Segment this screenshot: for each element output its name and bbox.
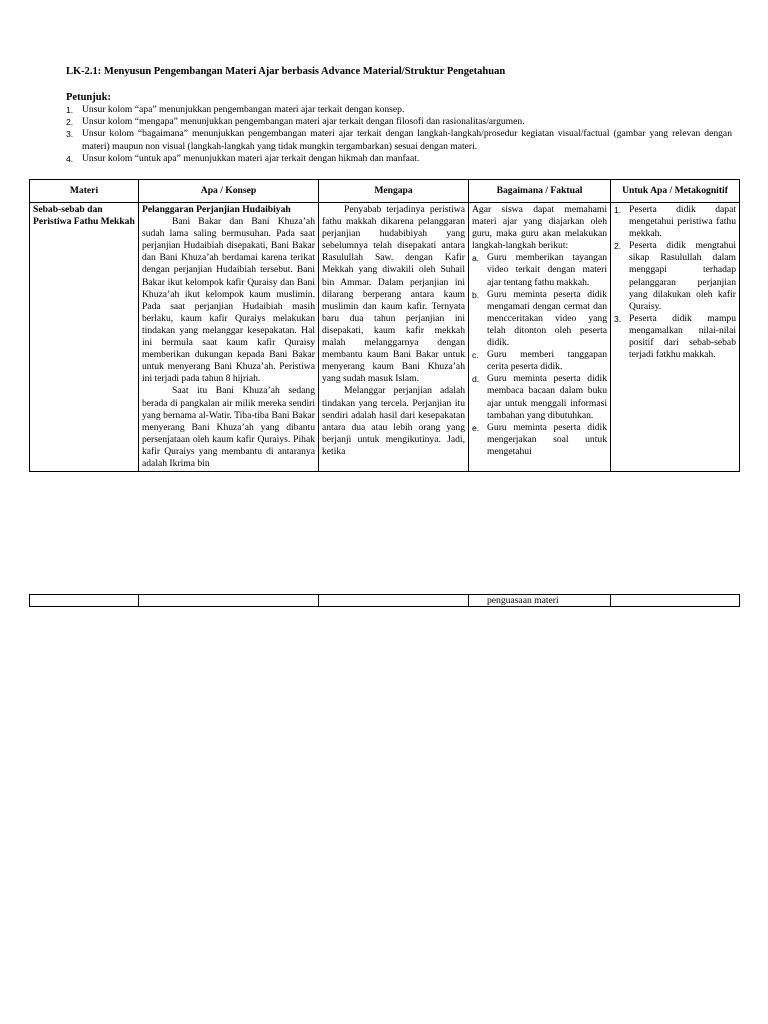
item-marker: 1.: [614, 205, 622, 215]
cell-apa-konsep: [139, 203, 319, 472]
cell-materi: Sebab-sebab dan Peristiwa Fathu Mekkah: [30, 203, 139, 472]
table-row: [30, 203, 740, 472]
list-item: [472, 289, 607, 349]
header-apa-konsep: Apa / Konsep: [139, 180, 319, 203]
empty-cell: [139, 595, 319, 607]
instruction-number: 2.: [66, 117, 74, 128]
untuk-apa-list: [614, 204, 736, 361]
instruction-item: [66, 104, 732, 116]
step-text: Guru memberikan tayangan video terkait dengan materi ajar tentang fathu makkah.: [487, 252, 607, 288]
step-text: Guru memberi tanggapan cerita peserta didik.: [487, 349, 607, 373]
step-text: Guru meminta peserta didik mengerjakan soal untuk mengetahui: [487, 421, 607, 457]
empty-cell: [319, 595, 469, 607]
bagaimana-intro: Agar siswa dapat memahami materi ajar yang diajarkan oleh guru, maka guru akan melakukan langkah-langkah berikut:: [472, 204, 607, 252]
instruction-item: [66, 128, 732, 152]
step-marker: b.: [472, 289, 480, 300]
header-untuk-apa-metakognitif: Untuk Apa / Metakognitif: [611, 180, 740, 203]
list-item: [614, 204, 736, 240]
header-mengapa: Mengapa: [319, 180, 469, 203]
konsep-paragraph-2: Saat itu Bani Khuza’ah sedang berada di pangkalan air milik mereka sendiri yang bernama al-Watir. Tiba-tiba Bani Bakar menyerang Bani Khuza’ah yang dibantu persenjataan oleh kaum kafir Quraiys. Pihak kafir Quraiys yang membantu di antaranya adalah Ikrima bin: [142, 385, 315, 469]
document-title: LK-2.1: Menyusun Pengembangan Materi Ajar berbasis Advance Material/Struktur Pengetahuan: [66, 66, 506, 77]
step-text: Guru meminta peserta didik membaca bacaan dalam buku ajar untuk menggali informasi tambahan yang dibutuhkan.: [487, 373, 607, 421]
list-item: [614, 313, 736, 361]
instructions-list: [66, 104, 732, 165]
list-item: [472, 422, 607, 458]
list-item: [472, 252, 607, 288]
item-text: Peserta didik mampu mengamalkan nilai-nilai positif dari sebab-sebab terjadi fatkhu makkah.: [629, 312, 736, 361]
continuation-text: penguasaan materi: [469, 595, 611, 607]
header-materi: Materi: [30, 180, 139, 203]
cell-mengapa: [319, 203, 469, 472]
bagaimana-steps: [472, 252, 607, 458]
instruction-text: Unsur kolom “mengapa” menunjukkan pengembangan materi ajar terkait dengan filosofi dan rasionalitas/argumen.: [82, 116, 525, 128]
step-marker: e.: [472, 422, 480, 433]
list-item: [614, 240, 736, 313]
table-header-row: [30, 180, 740, 203]
step-marker: d.: [472, 374, 480, 385]
cell-untuk-apa: [611, 203, 740, 472]
instruction-text: Unsur kolom “apa” menunjukkan pengembangan materi ajar terkait dengan konsep.: [82, 104, 405, 115]
item-text: Peserta didik dapat mengetahui peristiwa fathu mekkah.: [629, 204, 736, 240]
continuation-table: [29, 594, 740, 607]
item-marker: 2.: [614, 241, 622, 252]
table-row: [30, 595, 740, 607]
empty-cell: [30, 595, 139, 607]
list-item: [472, 349, 607, 373]
mengapa-paragraph-1: Penyabab terjadinya peristiwa fathu makkah dikarena pelanggaran perjanjian hudabibiyah yang sebelumnya telah disepakati antara Rasulullah Saw. dengan Kafir Mekkah yang diwakili oleh Suhail bin Ammar. Dalam perjanjian ini dilarang berperang antara kaum muslimin dan kaum kafir. Ternyata baru dua tahun perjanjian ini disepakati, kaum kafir mekkah malah melanggarnya dengan membantu kaum Bani Bakar untuk menyerang kaum Bani Khuza’ah yang sudah masuk Islam.: [322, 204, 465, 385]
instruction-text: Unsur kolom “bagaimana” menunjukkan pengembangan materi ajar terkait dengan langkah-langkah/prosedur kegiatan visual/factual (gambar yang relevan dengan materi) maupun non visual (langkah-langkah yang tidak mungkin tergambarkan) sesuai dengan materi.: [82, 128, 732, 152]
step-marker: a.: [472, 253, 480, 264]
step-text: Guru meminta peserta didik mengamati dengan cermat dan mencceritakan video yang telah ditonton oleh peserta didik.: [487, 288, 607, 349]
instruction-number: 1.: [66, 105, 74, 115]
step-marker: c.: [472, 350, 479, 361]
cell-bagaimana: [469, 203, 611, 472]
konsep-paragraph-1: Bani Bakar dan Bani Khuza’ah sudah lama saling bermusuhan. Pada saat perjanjian Hudaibiah disepakati, Bani Bakar dan Bani Khuza’ah berdamai karena terikat dengan perjanjian Hudaibiah tersebut. Bani Bakar ikut kelompok kafir Quraisy dan Bani Khuza’ah ikut kelompok kaum muslimin. Pada saat perjanjian Hudaibiah masih berlaku, kaum kafir Quraiys melakukan tindakan yang melanggar kesepakatan. Hal ini bermula saat kaum kafir Quraisy memberikan dukungan kepada Bani Bakar untuk menyerang Bani Khuza’ah. Peristiwa ini terjadi pada tahun 8 hijriah.: [142, 216, 315, 385]
instruction-number: 4.: [66, 153, 74, 164]
item-marker: 3.: [614, 313, 622, 324]
instruction-item: [66, 153, 732, 165]
materi-table: [29, 179, 740, 472]
petunjuk-heading: Petunjuk:: [66, 92, 111, 103]
empty-cell: [611, 595, 740, 607]
instruction-number: 3.: [66, 129, 74, 140]
list-item: [472, 373, 607, 421]
header-bagaimana-faktual: Bagaimana / Faktual: [469, 180, 611, 203]
konsep-heading: Pelanggaran Perjanjian Hudaibiyah: [142, 204, 291, 215]
mengapa-paragraph-2: Melanggar perjanjian adalah tindakan yang tercela. Perjanjian itu sendiri adalah hasil dari kesepakatan antara dua atau lebih orang yang berjanji untuk mengikutinya. Jadi, ketika: [322, 385, 465, 457]
instruction-item: [66, 116, 732, 128]
instruction-text: Unsur kolom “untuk apa” menunjukkan materi ajar terkait dengan hikmah dan manfaat.: [82, 152, 420, 164]
item-text: Peserta didik mengtahui sikap Rasulullah dalam menggapi terhadap pelanggaran perjanjian yang dilakukan oleh kafir Quraisy.: [629, 240, 736, 312]
